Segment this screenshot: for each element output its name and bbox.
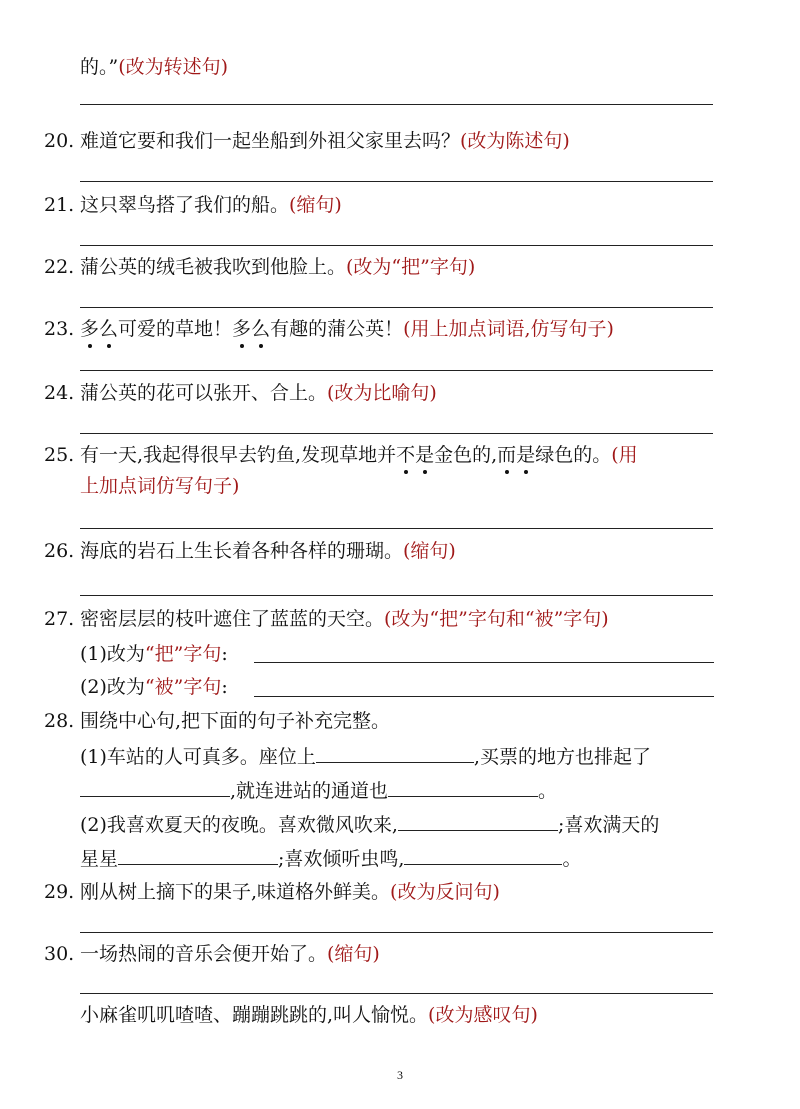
question-text: 。 [538, 780, 558, 802]
question-27 [44, 606, 609, 632]
instruction: (缩句) [403, 540, 456, 562]
question-text: 金色的, [434, 444, 498, 466]
instruction: (用 [611, 444, 638, 466]
dotted-char: 是 [415, 444, 435, 466]
question-text: 可爱的草地！ [118, 318, 233, 340]
sub-label: (1)改为 [80, 643, 145, 665]
question-text: 绿色的。 [535, 444, 612, 466]
question-29 [44, 879, 500, 905]
question-number: 28. [44, 710, 75, 732]
dotted-char: 是 [516, 444, 536, 466]
colon: : [221, 676, 228, 698]
dotted-char: 多 [80, 318, 100, 340]
fill-blank[interactable] [316, 742, 474, 763]
question-number: 24. [44, 382, 75, 404]
question-number: 25. [44, 444, 75, 466]
dotted-char: 么 [99, 318, 119, 340]
fill-blank[interactable] [80, 776, 230, 797]
question-text: 蒲公英的绒毛被我吹到他脸上。 [80, 256, 347, 278]
question-27-sub1 [80, 641, 228, 667]
question-text: 小麻雀叽叽喳喳、蹦蹦跳跳的,叫人愉悦。 [80, 1004, 429, 1026]
page-number: 3 [397, 1068, 403, 1082]
question-text: 海底的岩石上生长着各种各样的珊瑚。 [80, 540, 404, 562]
question-text: 密密层层的枝叶遮住了蓝蓝的天空。 [80, 608, 385, 630]
question-number: 27. [44, 608, 75, 630]
question-28-sub1-cont [80, 776, 557, 804]
answer-line-30[interactable] [80, 993, 713, 994]
question-28 [44, 708, 391, 734]
instruction: (缩句) [327, 943, 380, 965]
answer-line-20[interactable] [80, 181, 713, 182]
question-text: ;喜欢倾听虫鸣, [278, 848, 405, 870]
instruction: (改为陈述句) [460, 130, 570, 152]
instruction: (用上加点词语,仿写句子) [403, 318, 614, 340]
fill-blank[interactable] [388, 776, 538, 797]
instruction: (改为反问句) [390, 881, 500, 903]
sub-label: (2)改为 [80, 676, 145, 698]
fill-blank[interactable] [404, 844, 562, 865]
instruction: “被”字句 [144, 676, 222, 698]
answer-line-27-1[interactable] [254, 662, 714, 663]
dotted-char: 多 [232, 318, 252, 340]
question-number: 29. [44, 881, 75, 903]
question-28-sub1 [80, 742, 651, 770]
question-23 [44, 316, 614, 342]
instruction: “把”字句 [144, 643, 222, 665]
question-number: 30. [44, 943, 75, 965]
question-text: ,就连进站的通道也 [230, 780, 389, 802]
answer-line-23[interactable] [80, 370, 713, 371]
question-19-tail [80, 54, 228, 80]
question-27-sub2 [80, 674, 228, 700]
instruction: (改为感叹句) [428, 1004, 538, 1026]
colon: : [221, 643, 228, 665]
question-text: 有一天,我起得很早去钓鱼,发现草地并 [80, 444, 397, 466]
question-31 [80, 1002, 538, 1028]
fill-blank[interactable] [118, 844, 278, 865]
dotted-char: 而 [497, 444, 517, 466]
question-25 [44, 442, 638, 468]
answer-line-25[interactable] [80, 528, 713, 529]
question-number: 20. [44, 130, 75, 152]
question-25-cont [80, 473, 239, 499]
question-30 [44, 941, 380, 967]
instruction: 上加点词仿写句子) [80, 475, 240, 497]
answer-line-19[interactable] [80, 104, 713, 105]
answer-line-26[interactable] [80, 595, 713, 596]
instruction: (改为“把”字句) [346, 256, 476, 278]
question-text: 星星 [80, 848, 119, 870]
answer-line-24[interactable] [80, 433, 713, 434]
fill-blank[interactable] [398, 810, 558, 831]
question-text: 围绕中心句,把下面的句子补充完整。 [80, 710, 391, 732]
answer-line-27-2[interactable] [254, 696, 714, 697]
answer-line-29[interactable] [80, 932, 713, 933]
question-28-sub2 [80, 810, 659, 838]
question-text: 有趣的蒲公英！ [270, 318, 404, 340]
question-text: ,买票的地方也排起了 [473, 746, 651, 768]
question-20 [44, 128, 570, 154]
question-text: 。 [562, 848, 582, 870]
question-number: 22. [44, 256, 75, 278]
question-text: 刚从树上摘下的果子,味道格外鲜美。 [80, 881, 391, 903]
question-text: 这只翠鸟搭了我们的船。 [80, 194, 290, 216]
instruction: (改为比喻句) [327, 382, 437, 404]
question-text: 蒲公英的花可以张开、合上。 [80, 382, 328, 404]
answer-line-21[interactable] [80, 245, 713, 246]
instruction: (改为“把”字句和“被”字句) [384, 608, 609, 630]
question-number: 23. [44, 318, 75, 340]
question-text: (2)我喜欢夏天的夜晚。喜欢微风吹来, [80, 814, 398, 836]
question-24 [44, 380, 437, 406]
question-text: ;喜欢满天的 [557, 814, 660, 836]
question-22 [44, 254, 476, 280]
question-text: (1)车站的人可真多。座位上 [80, 746, 316, 768]
instruction: (改为转述句) [118, 56, 229, 78]
dotted-char: 不 [396, 444, 416, 466]
dotted-char: 么 [251, 318, 271, 340]
question-28-sub2-cont [80, 844, 581, 872]
question-number: 26. [44, 540, 75, 562]
question-text: 的。” [80, 56, 119, 78]
answer-line-22[interactable] [80, 307, 713, 308]
question-text: 难道它要和我们一起坐船到外祖父家里去吗？ [80, 130, 461, 152]
instruction: (缩句) [289, 194, 342, 216]
question-number: 21. [44, 194, 75, 216]
question-26 [44, 538, 456, 564]
question-21 [44, 192, 342, 218]
question-text: 一场热闹的音乐会便开始了。 [80, 943, 328, 965]
